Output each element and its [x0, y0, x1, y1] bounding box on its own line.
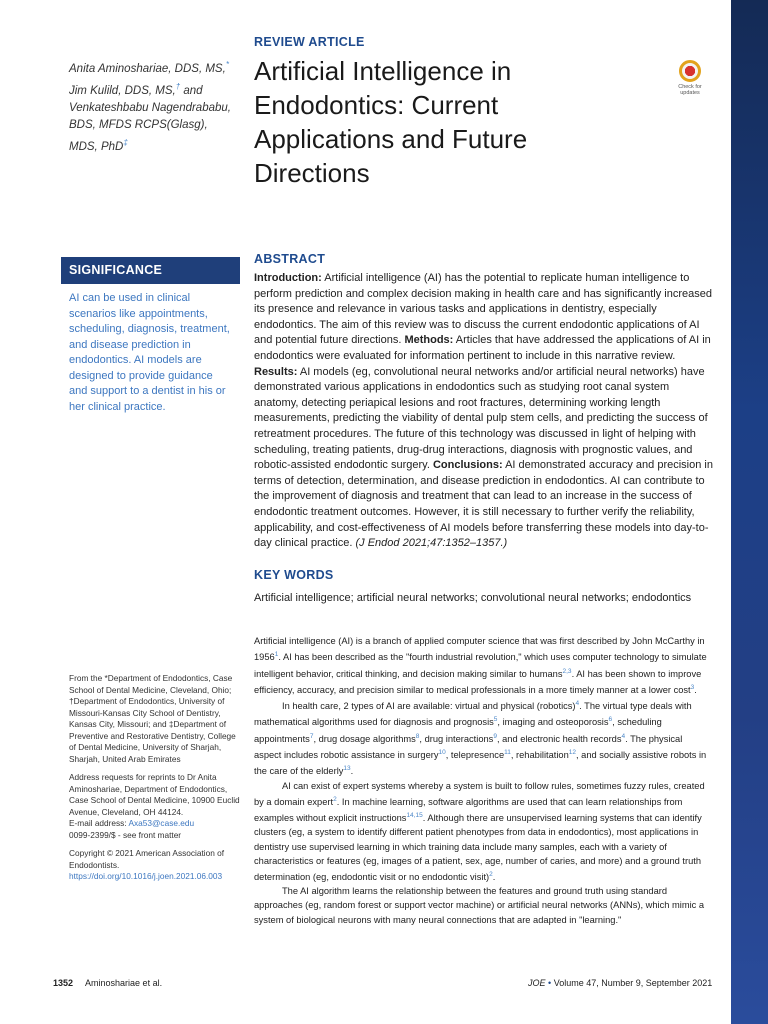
body-text-run: . In machine learning, software algorithms are used that can learn relationships from examples without explicit instructions: [254, 796, 683, 824]
article-title: Artificial Intelligence in Endodontics: Current Applications and Future Directions: [254, 56, 528, 188]
article-type-label: REVIEW ARTICLE: [254, 35, 365, 49]
abstract-conclusions-text: AI demonstrated accuracy and precision in terms of detection, determination, and disease prediction in endodontics. AI can contribute to the improvement of diagnosis and treatment that can lead to an increase in the success of endodontic treatment outcomes. However, it is still necessary to further verify the reliability, applicability, and cost-effectiveness of AI models before transferring these models into day-to-day clinical practice.: [254, 459, 713, 550]
body-text: [254, 634, 712, 927]
significance-heading: SIGNIFICANCE: [61, 257, 240, 284]
citation-ref[interactable]: 14,15: [406, 812, 423, 820]
body-text-run: , rehabilitation: [510, 750, 569, 761]
body-text-run: . AI has been shown to improve efficiency, accuracy, and precision similar to medical professionals in a more timely manner at a lower cost: [254, 668, 702, 695]
abstract-methods-text: Articles that have addressed the applications of AI in endodontics were evaluated for information pertinent to include in this narrative review.: [254, 334, 711, 362]
body-text-run: , imaging and osteoporosis: [497, 717, 609, 728]
citation-ref[interactable]: 4: [621, 732, 626, 740]
body-text-run: .: [694, 684, 697, 695]
footer-left: [53, 978, 162, 988]
body-text-run: . AI has been described as the "fourth industrial revolution," which uses computer technology to simulate intelligent behavior, critical thinking, and decision making similar to humans: [254, 652, 707, 679]
running-author: Aminoshariae et al.: [85, 978, 163, 988]
body-text-run: , scheduling appointments: [254, 717, 662, 744]
check-updates-icon: [679, 60, 701, 82]
abstract-results-text: AI models (eg, convolutional neural networks and/or artificial neural networks) have demonstrated various applications in endodontics such as studying root canal system anatomy, detecting periapical lesions and root fractures, determining working length measurements, predicting the viability of dental pulp stem cells, and predicting the success of retreatment procedures. The future of this technology was discussed in light of helping with scheduling, treating patients, drug-drug interactions, diagnosis with prognostic values, and robotic-assisted endodontic surgery.: [254, 365, 708, 472]
citation-ref[interactable]: 2,3: [562, 667, 572, 675]
body-text-run: , telepresence: [445, 750, 505, 761]
citation-ref[interactable]: 2: [333, 795, 337, 803]
citation-ref[interactable]: 13: [343, 765, 351, 773]
author-3-mark: ‡: [123, 137, 128, 147]
body-text-run: .: [492, 872, 496, 883]
author-2-tail: and: [180, 84, 203, 97]
affiliations-from: From the *Department of Endodontics, Case School of Dental Medicine, Cleveland, Ohio; †Department of Endodontics, University of Missouri-Kansas City School of Dentistry, Kansas City, Missouri; and ‡Department of Preventive and Restorative Dentistry, College of Dental Medicine, University of Sharjah, Sharjah, United Arab Emirates: [69, 673, 236, 764]
citation-ref[interactable]: 10: [438, 748, 446, 756]
citation-ref[interactable]: 3: [690, 683, 695, 691]
price-line: 0099-2399/$ - see front matter: [69, 829, 182, 840]
journal-name: JOE: [528, 978, 546, 988]
author-2-mark: †: [175, 81, 181, 91]
author-3: Venkateshbabu Nagendrababu, BDS, MFDS RCPS(Glasg), MDS, PhD: [69, 101, 231, 153]
abstract-conclusions-label: Conclusions:: [432, 459, 503, 472]
abstract-results-label: Results:: [254, 365, 298, 378]
keywords-heading: KEY WORDS: [254, 568, 334, 582]
journal-issue: Volume 47, Number 9, September 2021: [553, 978, 713, 988]
abstract-intro-text: Artificial intelligence (AI) has the potential to replicate human intelligence to perform prediction and complex decision making in health care and has significantly increased its presence and relevance in various tasks and applications in dentistry, especially endodontics. The aim of this review was to discuss the current endodontic applications of AI and potential future directions.: [254, 272, 712, 347]
body-text-run: .: [350, 766, 354, 777]
side-color-band: [731, 0, 768, 1024]
body-paragraph-4: The AI algorithm learns the relationship between the features and ground truth using standard approaches (eg, random forest or support vector machine) or artificial neural networks (ANNs), which mimic a system of biological neurons with many neural connections that are adapted in "learning.": [254, 886, 705, 925]
body-text-run: . The physical aspect includes robotic assistance in surgery: [254, 733, 683, 761]
reprint-address-text: Address requests for reprints to Dr Anita Aminoshariae, Department of Endodontics, Case School of Dental Medicine, 10900 Euclid Avenue, Cleveland, OH 44124.: [69, 772, 240, 817]
abstract-heading: ABSTRACT: [254, 252, 326, 266]
author-1: Anita Aminoshariae, DDS, MS,: [69, 62, 226, 75]
email-link[interactable]: Axa53@case.edu: [128, 818, 195, 828]
affiliations-block: [69, 673, 241, 890]
citation-ref[interactable]: 8: [415, 732, 420, 740]
citation-ref[interactable]: 4: [575, 700, 580, 708]
body-text-run: , and electronic health records: [496, 733, 622, 744]
citation-ref[interactable]: 11: [504, 748, 511, 756]
body-text-run: In health care, 2 types of AI are available: virtual and physical (robotics): [282, 701, 576, 712]
body-text-run: , and socially assistive robots in the care of the elderly: [254, 750, 707, 777]
author-1-mark: *: [225, 60, 229, 69]
reprint-address: [69, 772, 241, 841]
body-text-run: Artificial intelligence (AI) is a branch of applied computer science that was first described by John McCarthy in 1956: [254, 636, 705, 663]
copyright-block: [69, 848, 241, 883]
significance-text: AI can be used in clinical scenarios like appointments, scheduling, diagnosis, treatment, and disease prediction in endodontics. AI models are designed to provide guidance and support to a dentist in his or her clinical practice.: [69, 292, 230, 413]
body-text-run: , drug dosage algorithms: [313, 733, 416, 744]
page-number: 1352: [53, 978, 74, 988]
citation-ref[interactable]: 2: [489, 870, 493, 878]
doi-link[interactable]: https://doi.org/10.1016/j.joen.2021.06.003: [69, 871, 223, 881]
abstract-text: [254, 271, 714, 552]
citation-ref[interactable]: 7: [309, 732, 314, 740]
abstract-methods-label: Methods:: [404, 334, 454, 347]
abstract-citation: (J Endod 2021;47:1352–1357.): [355, 537, 508, 550]
author-2: Jim Kulild, DDS, MS,: [69, 84, 176, 97]
author-list: [69, 56, 239, 155]
body-paragraph-1: [254, 634, 712, 697]
keywords-text: Artificial intelligence; artificial neural networks; convolutional neural networks; endodontics: [254, 592, 692, 604]
body-text-run: , drug interactions: [419, 733, 494, 744]
footer-bullet: •: [548, 978, 552, 988]
body-text-run: AI can exist of expert systems whereby a system is built to follow rules, sometimes fuzzy rules, created by a domain expert: [254, 780, 705, 807]
body-paragraph-2: [254, 697, 712, 778]
body-paragraph-3: [254, 779, 712, 885]
citation-ref[interactable]: 5: [493, 716, 498, 724]
copyright-text: Copyright © 2021 American Association of Endodontists.: [69, 848, 225, 870]
citation-ref[interactable]: 9: [493, 732, 497, 740]
body-text-run: . The virtual type deals with mathematical algorithms used for diagnosis and prognosis: [254, 701, 692, 728]
email-label: E-mail address:: [69, 818, 129, 828]
check-updates-text: Check for updates: [678, 84, 702, 96]
citation-ref[interactable]: 1: [274, 651, 279, 659]
citation-ref[interactable]: 12: [568, 748, 576, 756]
abstract-intro-label: Introduction:: [254, 272, 322, 284]
footer-right: [528, 978, 712, 988]
check-for-updates-badge[interactable]: [672, 60, 708, 98]
citation-ref[interactable]: 6: [608, 716, 613, 724]
body-text-run: . Although there are unsupervised learning systems that can identify clusters (eg, a system to identify different patient phenotypes from data in endodontics), most applications in dentistry use supervised learning in which training data include many samples, each with a variety of characteristics or features (eg, images of a patient, sex, age, number of caries, and more) and a ground truth determination (eg, endodontic visit or no endodontic visit): [254, 813, 702, 883]
